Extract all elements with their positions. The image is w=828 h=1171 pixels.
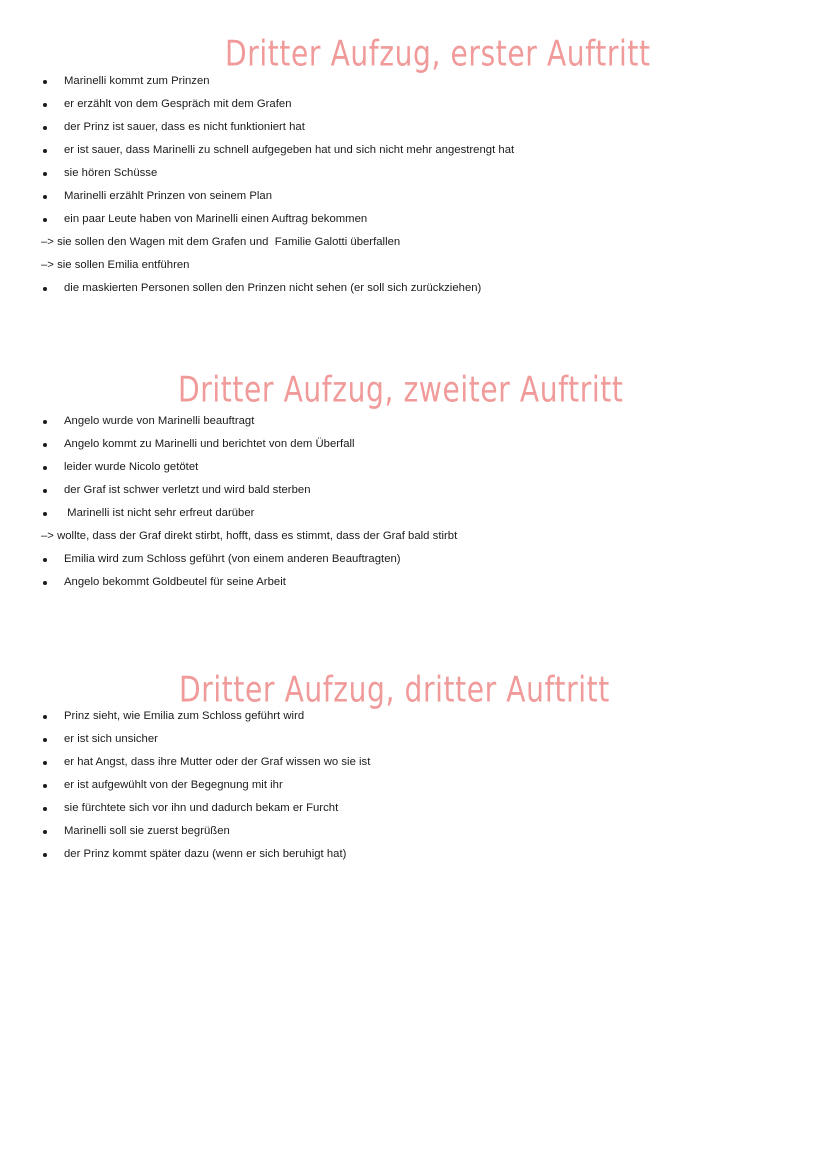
section-heading: Dritter Aufzug, zweiter Auftritt <box>178 368 624 410</box>
notes-list <box>0 705 370 866</box>
note-bullet-line: die maskierten Personen sollen den Prinzen nicht sehen (er soll sich zurückziehen) <box>0 277 514 300</box>
notes-list <box>0 70 514 300</box>
note-bullet-line: sie hören Schüsse <box>0 162 514 185</box>
note-arrow-line: –> sie sollen den Wagen mit dem Grafen und Familie Galotti überfallen <box>41 236 401 248</box>
note-bullet-line: Prinz sieht, wie Emilia zum Schloss geführt wird <box>0 705 370 728</box>
note-bullet-line: der Prinz kommt später dazu (wenn er sich beruhigt hat) <box>0 843 370 866</box>
note-bullet-line: Angelo bekommt Goldbeutel für seine Arbeit <box>0 571 457 594</box>
note-bullet-line: leider wurde Nicolo getötet <box>0 456 457 479</box>
section-heading: Dritter Aufzug, erster Auftritt <box>225 32 651 74</box>
note-bullet-line: Marinelli ist nicht sehr erfreut darüber <box>0 502 457 525</box>
note-bullet-line: sie fürchtete sich vor ihn und dadurch bekam er Furcht <box>0 797 370 820</box>
note-bullet-line: ein paar Leute haben von Marinelli einen Auftrag bekommen <box>0 208 514 231</box>
note-bullet-line: Angelo wurde von Marinelli beauftragt <box>0 410 457 433</box>
note-bullet-line: er ist aufgewühlt von der Begegnung mit ihr <box>0 774 370 797</box>
note-bullet-line: er hat Angst, dass ihre Mutter oder der Graf wissen wo sie ist <box>0 751 370 774</box>
note-bullet-line: der Prinz ist sauer, dass es nicht funktioniert hat <box>0 116 514 139</box>
note-bullet-line: er ist sauer, dass Marinelli zu schnell aufgegeben hat und sich nicht mehr angestrengt hat <box>0 139 514 162</box>
note-arrow-line: –> sie sollen Emilia entführen <box>41 259 190 271</box>
section-heading: Dritter Aufzug, dritter Auftritt <box>179 668 610 710</box>
note-bullet-line: Emilia wird zum Schloss geführt (von einem anderen Beauftragten) <box>0 548 457 571</box>
note-arrow-line: –> wollte, dass der Graf direkt stirbt, hofft, dass es stimmt, dass der Graf bald stirbt <box>41 530 458 542</box>
notes-list <box>0 410 457 594</box>
note-bullet-line: er ist sich unsicher <box>0 728 370 751</box>
note-bullet-line: Marinelli soll sie zuerst begrüßen <box>0 820 370 843</box>
note-bullet-line: er erzählt von dem Gespräch mit dem Grafen <box>0 93 514 116</box>
note-bullet-line: der Graf ist schwer verletzt und wird bald sterben <box>0 479 457 502</box>
note-bullet-line: Angelo kommt zu Marinelli und berichtet von dem Überfall <box>0 433 457 456</box>
note-bullet-line: Marinelli kommt zum Prinzen <box>0 70 514 93</box>
note-bullet-line: Marinelli erzählt Prinzen von seinem Plan <box>0 185 514 208</box>
